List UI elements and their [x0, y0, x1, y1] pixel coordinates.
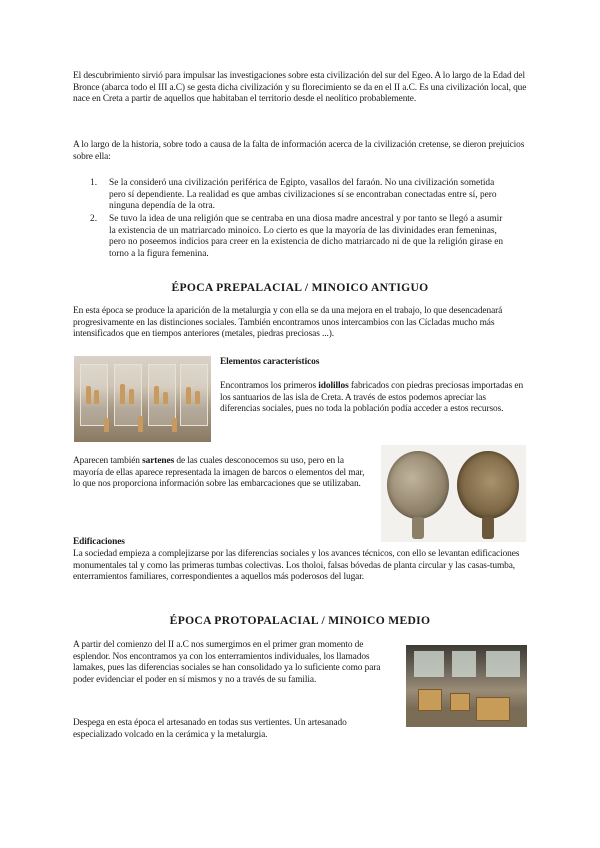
intro-paragraph-2: A lo largo de la historia, sobre todo a causa de la falta de información acerca de la civilización cretense, se dieron prejuicios sobre ella:	[73, 140, 525, 162]
list-item-text: Se tuvo la idea de una religión que se centraba en una diosa madre ancestral y por tanto se llegó a asumir la existencia de un matriarcado minoico. Lo cierto es que la mayoría de las divinidades eran femeninas, pero no poseemos indicios para creer en la existencia de dicho matriarcado ni de que la religión girase en torno a la figura femenina.	[109, 214, 504, 259]
idols-paragraph: Encontramos los primeros idolillos fabricados con piedras preciosas importadas en los santuarios de las isla de Creta. A través de estos podemos apreciar las diferencias sociales, pues no toda la población podía acceder a estos recursos.	[220, 381, 524, 415]
buildings-paragraph: La sociedad empieza a complejizarse por las diferencias sociales y los avances técnicos, con ello se levantan edificaciones monumentales tal y como las primeras tumbas colectivas. Los tholoi, falsas bóvedas de planta circular y las casas-tumba, enterramientos familiares, correspondientes a aquellos más poderosos del lugar.	[73, 549, 520, 583]
protopalacial-paragraph-2: Despega en esta época el artesanado en todas sus vertientes. Un artesanado especializado volcado en la cerámica y la metalurgia.	[73, 718, 347, 740]
idols-term: idolillos	[318, 381, 349, 391]
list-item-number: 1.	[90, 178, 98, 188]
pans-paragraph: Aparecen también sartenes de las cuales desconocemos su uso, pero en la mayoría de ellas aparece representada la imagen de barcos o elementos del mar, lo que nos proporciona información sobre las embarcaciones que se utilizaban.	[73, 456, 365, 490]
list-item-text: Se la consideró una civilización periférica de Egipto, vasallos del faraón. No una civilización sometida pero sí dependiente. La realidad es que ambas civilizaciones sí se encontraban conectadas entre sí, pero ninguna dependía de la otra.	[109, 178, 497, 212]
idols-museum-image	[74, 356, 211, 442]
protopalacial-paragraph-1: A partir del comienzo del II a.C nos sumergimos en el primer gran momento de esplendor. Nos encontramos ya con los enterramientos individuales, los llamados lamakes, pues las diferencias sociales se han consolidado ya lo suficiente como para poder evidenciar el poder en sí mismos y no a través de su familia.	[73, 640, 381, 685]
pans-term: sartenes	[142, 456, 175, 466]
buildings-title: Edificaciones	[73, 537, 125, 547]
frying-pans-image	[381, 445, 526, 542]
prepalacial-intro: En esta época se produce la aparición de la metalurgia y con ella se da una mejora en el trabajo, lo que desencadenará progresivamente en las distinciones sociales. También encontramos unos intercambios con las Cícladas mucho más intensificados que en tiempos anteriores (metales, piedras preciosas ...).	[73, 306, 503, 340]
elements-title: Elementos característicos	[220, 357, 320, 367]
intro-paragraph-1: El descubrimiento sirvió para impulsar las investigaciones sobre esta civilización del sur del Egeo. A lo largo de la Edad del Bronce (abarca todo el III a.C) se gesta dicha civilización y su florecimiento se da en el II a.C. Es una civilización local, que nace en Creta a partir de aquellos que habitaban el territorio desde el neolítico probablemente.	[73, 71, 527, 105]
list-item-number: 2.	[90, 214, 98, 224]
museum-hall-image	[406, 645, 527, 727]
section-heading-prepalacial: ÉPOCA PREPALACIAL / MINOICO ANTIGUO	[171, 281, 429, 294]
section-heading-protopalacial: ÉPOCA PROTOPALACIAL / MINOICO MEDIO	[169, 614, 431, 627]
